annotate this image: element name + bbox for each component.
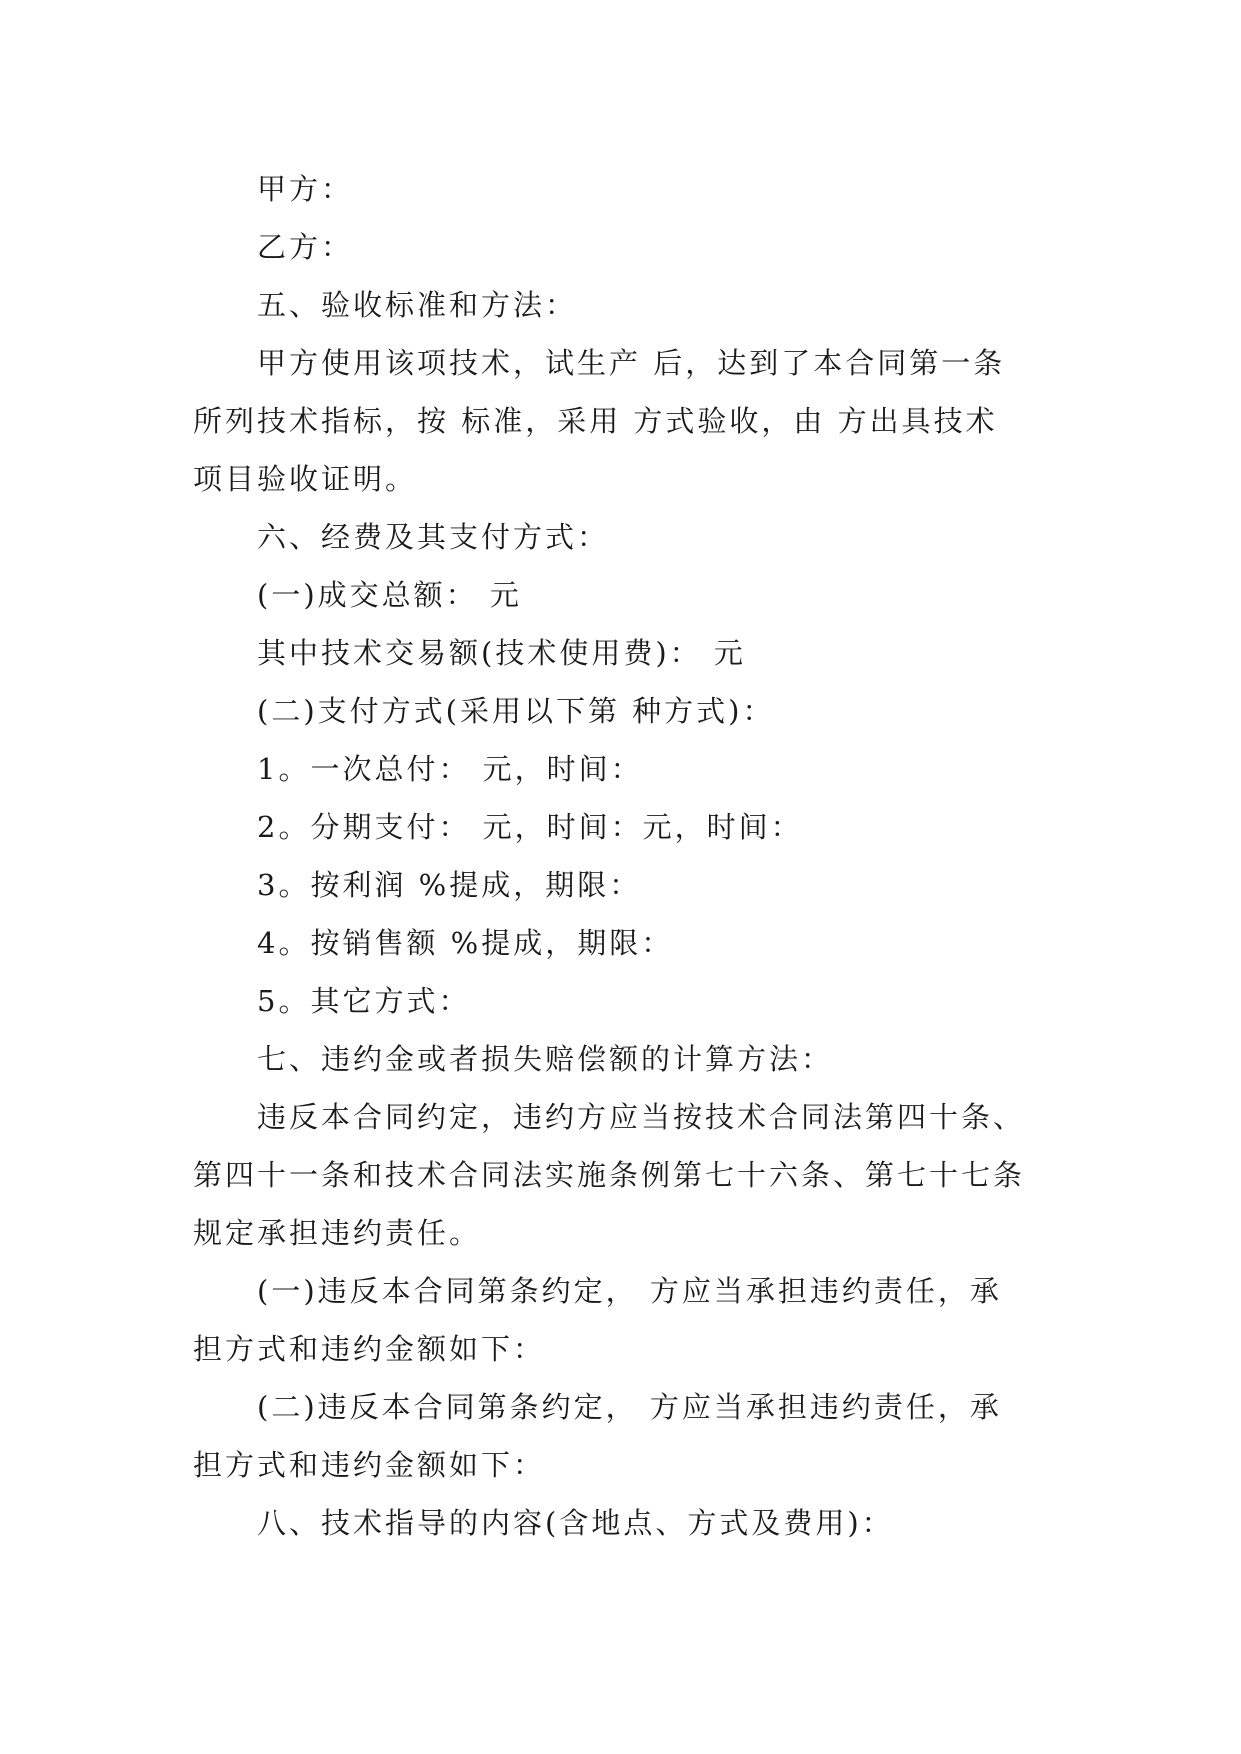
paragraph-line: 项目验收证明。 (193, 462, 418, 496)
paragraph-line: 担方式和违约金额如下： (193, 1332, 546, 1366)
paragraph-line: 违反本合同约定，违约方应当按技术合同法第四十条、 (257, 1100, 1026, 1134)
paragraph-line: (一)成交总额： 元 (257, 578, 522, 612)
paragraph-line: (一)违反本合同第条约定， 方应当承担违约责任，承 (257, 1274, 1002, 1308)
paragraph-line: 担方式和违约金额如下： (193, 1448, 546, 1482)
section-heading-penalty: 七、违约金或者损失赔偿额的计算方法： (257, 1042, 834, 1076)
section-heading-payment: 六、经费及其支付方式： (257, 520, 610, 554)
section-heading-guidance: 八、技术指导的内容(含地点、方式及费用)： (257, 1506, 894, 1540)
paragraph-line: 所列技术指标，按 标准，采用 方式验收，由 方出具技术 (193, 404, 998, 438)
list-item: 4。按销售额 %提成，期限： (257, 926, 674, 960)
document-body (193, 160, 1063, 1552)
paragraph-line: (二)支付方式(采用以下第 种方式)： (257, 694, 775, 728)
party-a-line: 甲方： (257, 172, 354, 206)
paragraph-line: (二)违反本合同第条约定， 方应当承担违约责任，承 (257, 1390, 1002, 1424)
list-item: 1。一次总付： 元，时间： (257, 752, 643, 786)
paragraph-line: 甲方使用该项技术，试生产 后，达到了本合同第一条 (257, 346, 1006, 380)
section-heading-acceptance: 五、验收标准和方法： (257, 288, 578, 322)
list-item: 2。分期支付： 元，时间：元，时间： (257, 810, 803, 844)
party-b-line: 乙方： (257, 230, 354, 264)
paragraph-line: 第四十一条和技术合同法实施条例第七十六条、第七十七条 (193, 1158, 1026, 1192)
list-item: 3。按利润 %提成，期限： (257, 868, 642, 902)
paragraph-line: 其中技术交易额(技术使用费)： 元 (257, 636, 746, 670)
paragraph-line: 规定承担违约责任。 (193, 1216, 482, 1250)
list-item: 5。其它方式： (257, 984, 471, 1018)
